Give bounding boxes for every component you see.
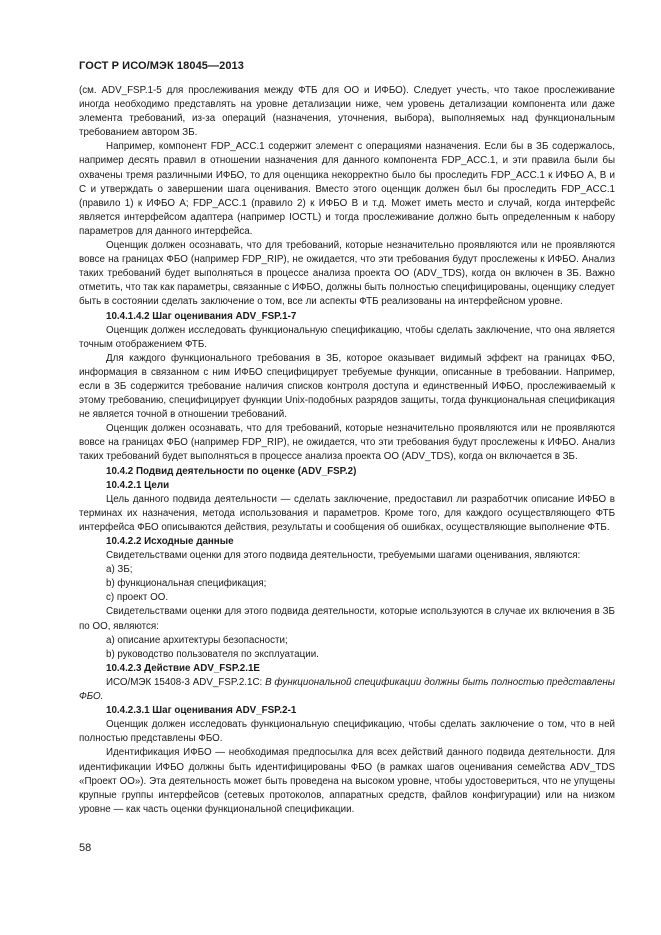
list-item: c) проект ОО.: [106, 592, 169, 604]
paragraph: Цель данного подвида деятельности — сделать заключение, предоставил ли разработчик описание ИФБО в терминах их назначения, метода использования и параметров. Кроме того, для каждого осуществляющего ФТБ интерфейса ФБО описываются действия, результаты и сообщения об ошибках, осуществляющие выполнение ФТБ.: [79, 493, 615, 533]
page-header: ГОСТ Р ИСО/МЭК 18045—2013: [79, 60, 244, 72]
list-item: b) функциональная спецификация;: [106, 578, 267, 590]
section-heading: 10.4.2.1 Цели: [106, 479, 170, 491]
paragraph-lead: ИСО/МЭК 15408-3 ADV_FSP.2.1C:: [106, 676, 266, 688]
page-number: 58: [79, 842, 92, 854]
section-heading: 10.4.2 Подвид деятельности по оценке (ADV_FSP.2): [106, 465, 357, 477]
paragraph: Оценщик должен исследовать функциональную спецификацию, чтобы сделать заключение, что она является точным отображением ФТБ.: [79, 324, 615, 350]
paragraph: Оценщик должен исследовать функциональную спецификацию, чтобы сделать заключение о том, что в ней полностью представлены ФБО.: [79, 719, 615, 745]
page-body: [79, 84, 615, 817]
paragraph: [79, 676, 615, 704]
list-item: b) руководство пользователя по эксплуатации.: [106, 648, 319, 660]
section-heading: 10.4.2.2 Исходные данные: [106, 536, 234, 547]
paragraph: Свидетельствами оценки для этого подвида деятельности, требуемыми шагами оценивания, являются:: [106, 550, 581, 562]
section-heading: 10.4.2.3.1 Шаг оценивания ADV_FSP.2-1: [106, 705, 297, 717]
paragraph: Например, компонент FDP_ACC.1 содержит элемент с операциями назначения. Если бы в ЗБ содержалось, например десять правил в отношении назначения для данного компонента FDP_ACC.1, и эти правила были бы охвачены тремя различными ИФБО, то для оценщика некорректно было бы проследить FDP_ACC.1 к ИФБО А, В и С и утверждать о завершении шага оценивания. Вместо этого оценщик должен был бы проследить FDP_ACC.1 (правило 1) к ИФБО А; FDP_ACC.1 (правило 2) к ИФБО В и т.д. Может иметь место и случай, когда интерфейс является интерфейсом адаптера (например IOCTL) и тогда прослеживание должно быть определенным к набору параметров для данного интерфейса.: [79, 141, 615, 237]
section-heading: 10.4.1.4.2 Шаг оценивания ADV_FSP.1-7: [106, 310, 297, 322]
paragraph: Идентификация ИФБО — необходимая предпосылка для всех действий данного подвида деятельности. Для идентификации ИФБО должны быть идентифицированы ФБО (в рамках шагов оценивания семейства ADV_TDS «Проект ОО»). Эта деятельность может быть проведена на высоком уровне, чтобы удостовериться, что не упущены крупные группы интерфейсов (сетевых протоколов, аппаратных средств, файлов конфигурации) или на низком уровне — как часть оценки функциональной спецификации.: [79, 747, 615, 815]
paragraph: Свидетельствами оценки для этого подвида деятельности, которые используются в случае их включения в ЗБ по ОО, являются:: [79, 606, 615, 632]
paragraph: Для каждого функционального требования в ЗБ, которое оказывает видимый эффект на границах ФБО, информация в связанном с ним ИФБО специфицирует требуемые функции, описанные в требовании. Например, если в ЗБ содержится требование наличия списков контроля доступа и единственный ИФБО, прослеживаемый к этому требованию, специфицирует функции Unix-подобных разрядов защиты, тогда функциональная спецификация не является точной в отношении требований.: [79, 352, 615, 421]
list-item: a) ЗБ;: [106, 564, 133, 576]
section-heading: 10.4.2.3 Действие ADV_FSP.2.1E: [106, 662, 260, 674]
paragraph: (см. ADV_FSP.1-5 для прослеживания между ФТБ для ОО и ИФБО). Следует учесть, что такое прослеживание иногда необходимо представлять на уровне детализации ниже, чем уровень детализации компонента или даже элемента требований, из-за операций (назначения, уточнения, выбора), выполняемых над функциональным требованием автором ЗБ.: [79, 85, 615, 139]
paragraph-italic: В функциональной спецификации должны быть полностью представлены ФБО.: [79, 676, 615, 703]
paragraph: Оценщик должен осознавать, что для требований, которые незначительно проявляются или не проявляются вовсе на границах ФБО (например FDP_RIP), не ожидается, что эти требования будут прослежены к ИФБО. Анализ таких требований будет выполняться в процессе анализа проекта ОО (ADV_TDS), когда он включен в ЗБ. Важно отметить, что так как параметры, связанные с ИФБО, должны быть полностью специфицированы, оценщику следует быть в состоянии сделать заключение о том, все ли аспекты ФТБ реализованы на интерфейсном уровне.: [79, 240, 615, 308]
list-item: a) описание архитектуры безопасности;: [106, 634, 288, 646]
paragraph: Оценщик должен осознавать, что для требований, которые незначительно проявляются или не проявляются вовсе на границах ФБО (например FDP_RIP), не ожидается, что эти требования будут прослежены к ИФБО. Анализ таких требований будет выполняться в процессе анализа проекта ОО (ADV_TDS), когда он включается в ЗБ.: [79, 423, 615, 463]
